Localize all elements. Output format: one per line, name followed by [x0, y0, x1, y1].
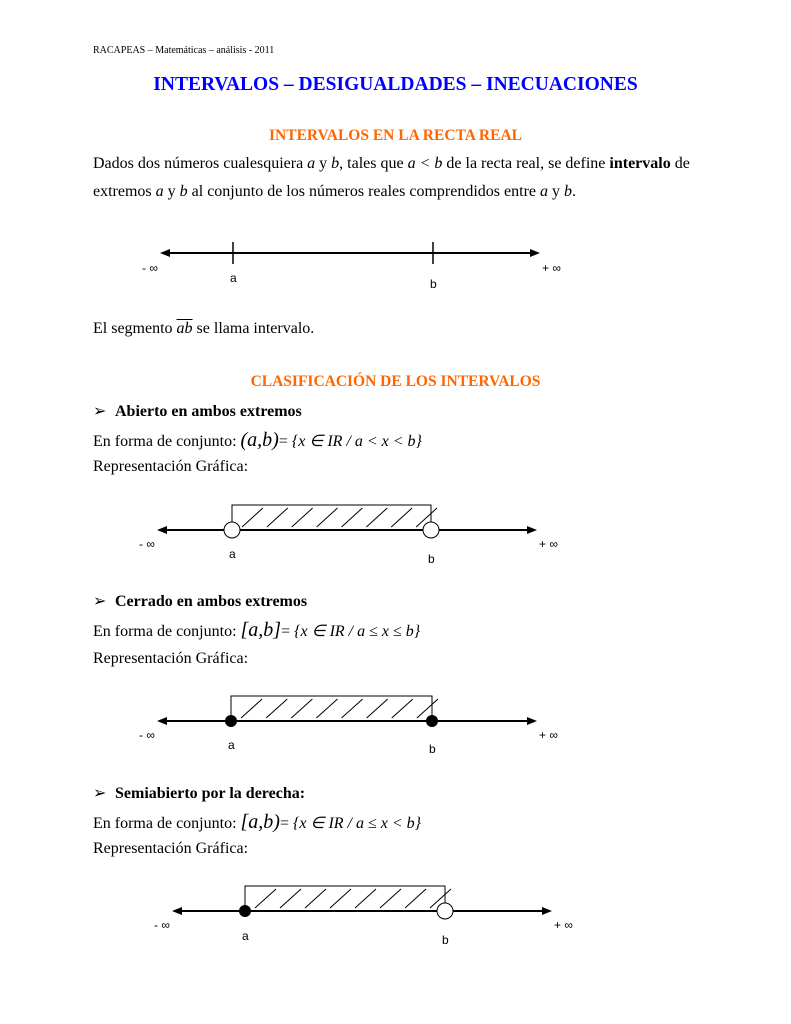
hatch-line	[355, 889, 376, 908]
neg-infinity-label: - ∞	[139, 537, 155, 551]
closed-endpoint-a-icon	[225, 715, 237, 727]
hatch-line	[317, 508, 338, 527]
pos-infinity-label: + ∞	[539, 728, 558, 742]
left-arrow-icon	[160, 249, 170, 257]
set-form-semiabierto: En forma de conjunto: [a,b)= {x ∈ IR / a ≤ x < b}	[93, 811, 422, 833]
graph-label-semiabierto: Representación Gráfica:	[93, 840, 249, 857]
right-arrow-icon	[542, 907, 552, 915]
hatch-line	[266, 699, 287, 718]
endpoint-a-label: a	[230, 271, 237, 285]
neg-infinity-label: - ∞	[139, 728, 155, 742]
hatch-line	[291, 699, 312, 718]
hatch-line	[316, 699, 337, 718]
open-endpoint-b-icon	[437, 903, 453, 919]
hatch-line	[391, 508, 412, 527]
graph-label-cerrado: Representación Gráfica:	[93, 650, 249, 667]
hatch-line	[342, 699, 363, 718]
hatch-line	[342, 508, 363, 527]
page-title: INTERVALOS – DESIGUALDADES – INECUACIONES	[153, 74, 638, 95]
open-interval-diagram	[0, 495, 791, 575]
right-arrow-icon	[527, 526, 537, 534]
hatch-line	[330, 889, 351, 908]
endpoint-a-label: a	[229, 547, 236, 561]
definition-line-2: extremos a y b al conjunto de los números reales comprendidos entre a y b.	[93, 183, 576, 200]
endpoint-a-label: a	[228, 738, 235, 752]
bullet-semiabierto: ➢ Semiabierto por la derecha:	[93, 785, 306, 802]
hatch-line	[280, 889, 301, 908]
pos-infinity-label: + ∞	[542, 261, 561, 275]
open-endpoint-a-icon	[224, 522, 240, 538]
number-line-diagram	[0, 230, 791, 300]
open-endpoint-b-icon	[423, 522, 439, 538]
hatch-line	[242, 508, 263, 527]
half-open-interval-diagram	[0, 876, 791, 956]
hatch-line	[405, 889, 426, 908]
closed-interval-diagram	[0, 686, 791, 766]
endpoint-b-label: b	[442, 933, 449, 947]
section-heading-clasificacion: CLASIFICACIÓN DE LOS INTERVALOS	[250, 373, 541, 390]
left-arrow-icon	[157, 717, 167, 725]
hatch-line	[366, 508, 387, 527]
closed-endpoint-a-icon	[239, 905, 251, 917]
closed-endpoint-b-icon	[426, 715, 438, 727]
set-form-abierto: En forma de conjunto: (a,b)= {x ∈ IR / a < x < b}	[93, 429, 422, 451]
pos-infinity-label: + ∞	[539, 537, 558, 551]
endpoint-b-label: b	[429, 742, 436, 756]
hatch-line	[255, 889, 276, 908]
endpoint-b-label: b	[428, 552, 435, 566]
hatch-line	[367, 699, 388, 718]
endpoint-b-label: b	[430, 277, 437, 291]
segment-text: El segmento $\overline{ab}$ se llama intervalo.	[93, 320, 315, 337]
arrow-bullet-icon: ➢	[93, 403, 107, 420]
hatch-line	[392, 699, 413, 718]
section-heading-recta-real: INTERVALOS EN LA RECTA REAL	[269, 127, 522, 144]
hatch-line	[380, 889, 401, 908]
definition-line-1: Dados dos números cualesquiera a y b, tales que a < b de la recta real, se define intervalo de	[93, 155, 690, 172]
graph-label-abierto: Representación Gráfica:	[93, 458, 249, 475]
hatch-line	[241, 699, 262, 718]
bullet-abierto: ➢ Abierto en ambos extremos	[93, 403, 302, 420]
hatch-line	[305, 889, 326, 908]
set-form-cerrado: En forma de conjunto: [a,b]= {x ∈ IR / a ≤ x ≤ b}	[93, 619, 421, 641]
right-arrow-icon	[527, 717, 537, 725]
right-arrow-icon	[530, 249, 540, 257]
left-arrow-icon	[172, 907, 182, 915]
bullet-cerrado: ➢ Cerrado en ambos extremos	[93, 593, 308, 610]
hatch-line	[417, 699, 438, 718]
neg-infinity-label: - ∞	[142, 261, 158, 275]
page-header: RACAPEAS – Matemáticas – análisis - 2011	[93, 45, 275, 56]
hatch-line	[267, 508, 288, 527]
arrow-bullet-icon: ➢	[93, 593, 107, 610]
arrow-bullet-icon: ➢	[93, 785, 107, 802]
left-arrow-icon	[157, 526, 167, 534]
endpoint-a-label: a	[242, 929, 249, 943]
neg-infinity-label: - ∞	[154, 918, 170, 932]
hatch-line	[292, 508, 313, 527]
pos-infinity-label: + ∞	[554, 918, 573, 932]
